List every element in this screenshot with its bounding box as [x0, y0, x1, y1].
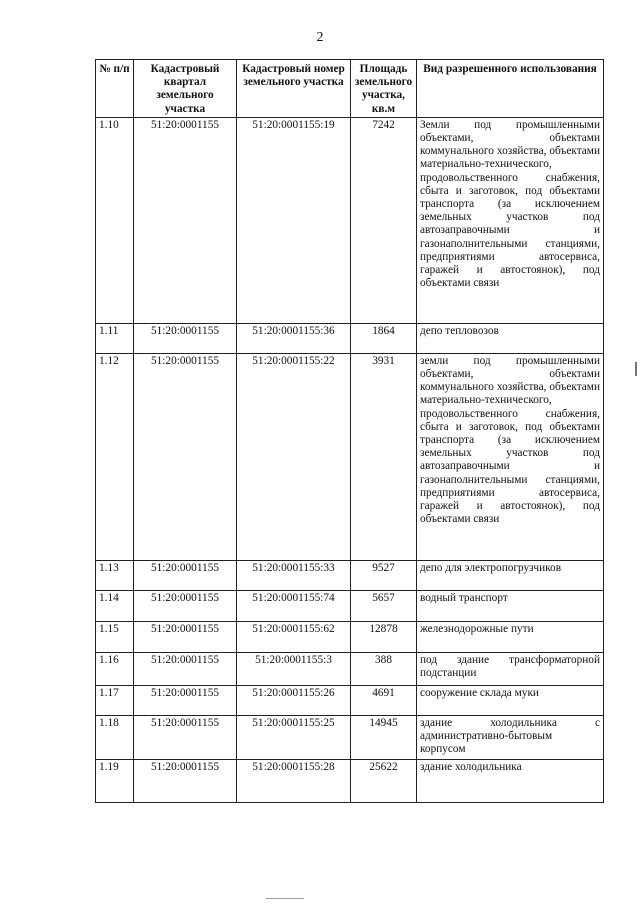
- cell-cadastral-quarter: 51:20:0001155: [134, 117, 237, 323]
- scan-edge-mark: [635, 362, 637, 376]
- header-row: [96, 60, 604, 118]
- table-body: [96, 117, 604, 802]
- cell-number: 1.17: [96, 685, 134, 715]
- table-header: [96, 60, 604, 118]
- cell-cadastral-quarter: 51:20:0001155: [134, 323, 237, 353]
- cell-cadastral-number: 51:20:0001155:19: [237, 117, 351, 323]
- cell-area: 9527: [351, 560, 417, 590]
- cell-permitted-use: под здание трансформаторной подстанции: [417, 652, 604, 685]
- cell-permitted-use: Земли под промышленными объектами, объектами коммунального хозяйства, объектами материально-технического, продовольственного снабжения, сбыта и заготовок, под объектами транспорта (за исключением земельных участков под автозаправочными и газонаполнительными станциями, предприятиями автосервиса, гаражей и автостоянок), под объектами связи: [417, 117, 604, 323]
- cell-cadastral-number: 51:20:0001155:3: [237, 652, 351, 685]
- table-row: [96, 353, 604, 560]
- table-row: [96, 323, 604, 353]
- cell-area: 12878: [351, 621, 417, 652]
- table-row: [96, 117, 604, 323]
- cell-cadastral-number: 51:20:0001155:33: [237, 560, 351, 590]
- cell-area: 14945: [351, 715, 417, 759]
- cell-cadastral-quarter: 51:20:0001155: [134, 590, 237, 621]
- cell-area: 3931: [351, 353, 417, 560]
- header-permitted-use: Вид разрешенного использования: [417, 60, 604, 118]
- cell-cadastral-number: 51:20:0001155:26: [237, 685, 351, 715]
- cell-number: 1.12: [96, 353, 134, 560]
- header-cadastral-quarter: Кадастровый квартал земельного участка: [134, 60, 237, 118]
- cell-permitted-use: здание холодильника с административно-бытовым корпусом: [417, 715, 604, 759]
- cell-permitted-use: земли под промышленными объектами, объектами коммунального хозяйства, объектами материально-технического, продовольственного снабжения, сбыта и заготовок, под объектами транспорта (за исключением земельных участков под автозаправочными и газонаполнительными станциями, предприятиями автосервиса, гаражей и автостоянок), под объектами связи: [417, 353, 604, 560]
- cadastral-table: [95, 59, 604, 803]
- table-row: [96, 715, 604, 759]
- cell-cadastral-number: 51:20:0001155:62: [237, 621, 351, 652]
- cell-cadastral-number: 51:20:0001155:36: [237, 323, 351, 353]
- table-row: [96, 621, 604, 652]
- cell-cadastral-quarter: 51:20:0001155: [134, 560, 237, 590]
- cell-cadastral-number: 51:20:0001155:74: [237, 590, 351, 621]
- cell-area: 4691: [351, 685, 417, 715]
- header-cadastral-number: Кадастровый номер земельного участка: [237, 60, 351, 118]
- table-row: [96, 652, 604, 685]
- cell-number: 1.11: [96, 323, 134, 353]
- cell-number: 1.10: [96, 117, 134, 323]
- header-area: Площадь земельного участка, кв.м: [351, 60, 417, 118]
- scan-bottom-mark: [266, 898, 304, 899]
- table-row: [96, 560, 604, 590]
- cell-area: 7242: [351, 117, 417, 323]
- cell-number: 1.18: [96, 715, 134, 759]
- cell-cadastral-quarter: 51:20:0001155: [134, 353, 237, 560]
- cell-number: 1.16: [96, 652, 134, 685]
- cell-cadastral-quarter: 51:20:0001155: [134, 652, 237, 685]
- table-row: [96, 685, 604, 715]
- cell-area: 5657: [351, 590, 417, 621]
- cell-cadastral-quarter: 51:20:0001155: [134, 685, 237, 715]
- table-row: [96, 590, 604, 621]
- cell-cadastral-number: 51:20:0001155:25: [237, 715, 351, 759]
- cell-area: 388: [351, 652, 417, 685]
- cell-cadastral-quarter: 51:20:0001155: [134, 715, 237, 759]
- cell-area: 25622: [351, 759, 417, 802]
- cell-cadastral-quarter: 51:20:0001155: [134, 759, 237, 802]
- cell-area: 1864: [351, 323, 417, 353]
- cell-permitted-use: депо тепловозов: [417, 323, 604, 353]
- header-number: № п/п: [96, 60, 134, 118]
- cell-permitted-use: депо для электропогрузчиков: [417, 560, 604, 590]
- table-row: [96, 759, 604, 802]
- cell-permitted-use: здание холодильника: [417, 759, 604, 802]
- cell-number: 1.19: [96, 759, 134, 802]
- cell-number: 1.14: [96, 590, 134, 621]
- cell-permitted-use: сооружение склада муки: [417, 685, 604, 715]
- cell-permitted-use: водный транспорт: [417, 590, 604, 621]
- page-number: 2: [316, 30, 324, 45]
- cell-number: 1.15: [96, 621, 134, 652]
- cell-number: 1.13: [96, 560, 134, 590]
- cell-cadastral-number: 51:20:0001155:22: [237, 353, 351, 560]
- cell-cadastral-quarter: 51:20:0001155: [134, 621, 237, 652]
- cell-permitted-use: железнодорожные пути: [417, 621, 604, 652]
- cell-cadastral-number: 51:20:0001155:28: [237, 759, 351, 802]
